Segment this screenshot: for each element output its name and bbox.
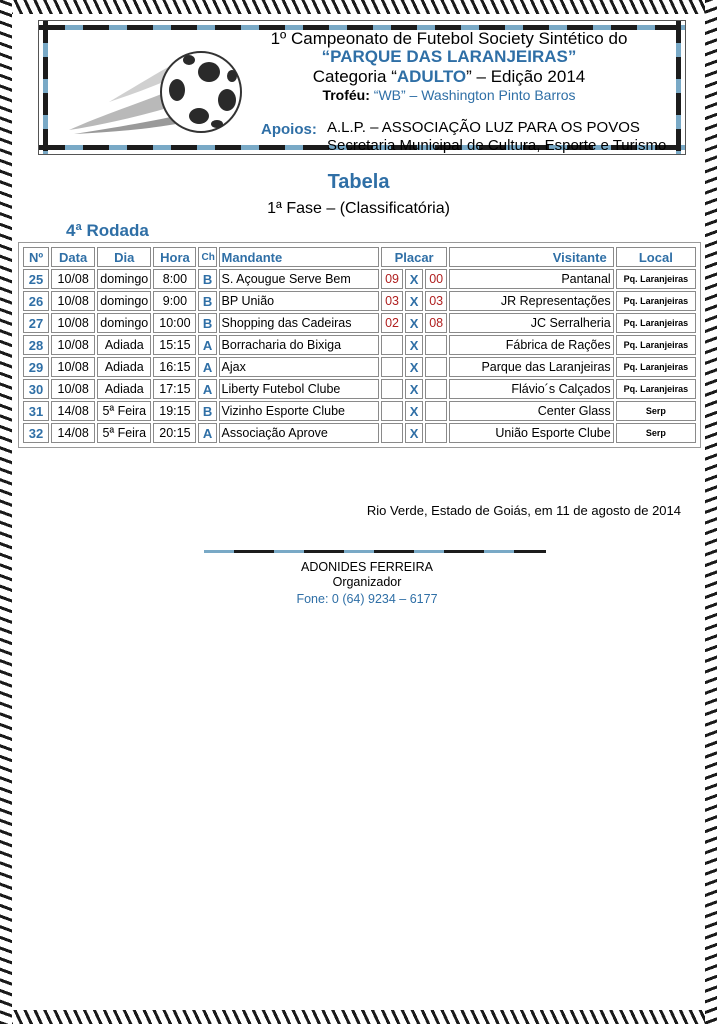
header-text (219, 29, 679, 103)
section-title: Tabela (327, 171, 390, 193)
cell-mandante: BP União (219, 291, 379, 311)
cell-dia: domingo (97, 291, 151, 311)
cell-gols-m (381, 379, 403, 399)
cell-data: 10/08 (51, 357, 95, 377)
table-row (23, 401, 696, 421)
table-row (23, 335, 696, 355)
table-row (23, 291, 696, 311)
cell-mandante: Associação Aprove (219, 423, 379, 443)
border-bottom (0, 1010, 717, 1024)
header-stripe-left (43, 21, 48, 154)
cell-num: 32 (23, 423, 49, 443)
table-row (23, 357, 696, 377)
organizer-role: Organizador (332, 575, 402, 589)
round-title: 4ª Rodada (66, 221, 149, 240)
table-row (23, 423, 696, 443)
cell-dia: Adiada (97, 335, 151, 355)
cell-mandante: Ajax (219, 357, 379, 377)
cell-gols-v (425, 379, 447, 399)
organizer-phone: Fone: 0 (64) 9234 – 6177 (296, 592, 438, 606)
cell-num: 26 (23, 291, 49, 311)
cell-num: 25 (23, 269, 49, 289)
cell-gols-v (425, 423, 447, 443)
cell-visitante: JC Serralheria (449, 313, 613, 333)
cell-dia: Adiada (97, 357, 151, 377)
category-prefix: Categoria “ (312, 67, 397, 86)
cell-dia: domingo (97, 313, 151, 333)
signature-line (204, 550, 546, 553)
category-line (219, 66, 679, 88)
cell-gols-m: 02 (381, 313, 403, 333)
cell-gols-v: 00 (425, 269, 447, 289)
table-header-row (23, 247, 696, 267)
cell-local: Pq. Laranjeiras (616, 379, 696, 399)
cell-local: Pq. Laranjeiras (616, 269, 696, 289)
cell-ch: B (198, 313, 216, 333)
cell-mandante: Vizinho Esporte Clube (219, 401, 379, 421)
cell-num: 31 (23, 401, 49, 421)
cell-ch: B (198, 401, 216, 421)
cell-ch: A (198, 379, 216, 399)
cell-x: X (405, 313, 423, 333)
cell-gols-v: 08 (425, 313, 447, 333)
cell-x: X (405, 269, 423, 289)
cell-visitante: Flávio´s Calçados (449, 379, 613, 399)
cell-x: X (405, 357, 423, 377)
col-header-local: Local (616, 247, 696, 267)
cell-data: 10/08 (51, 313, 95, 333)
border-top (0, 0, 717, 14)
cell-gols-v (425, 335, 447, 355)
border-left (0, 0, 12, 1024)
cell-hora: 9:00 (153, 291, 196, 311)
cell-gols-m (381, 357, 403, 377)
col-header-mandante: Mandante (219, 247, 379, 267)
border-right (705, 0, 717, 1024)
city-date: Rio Verde, Estado de Goiás, em 11 de agosto de 2014 (366, 503, 681, 518)
col-header-placar: Placar (381, 247, 447, 267)
cell-dia: domingo (97, 269, 151, 289)
cell-visitante: JR Representações (449, 291, 613, 311)
cell-ch: A (198, 423, 216, 443)
cell-gols-v: 03 (425, 291, 447, 311)
cell-visitante: Center Glass (449, 401, 613, 421)
cell-num: 30 (23, 379, 49, 399)
cell-hora: 15:15 (153, 335, 196, 355)
cell-gols-v (425, 401, 447, 421)
cell-local: Pq. Laranjeiras (616, 335, 696, 355)
cell-hora: 17:15 (153, 379, 196, 399)
category-value: ADULTO (396, 67, 467, 86)
trophy-value: “WB” – Washington Pinto Barros (373, 87, 576, 103)
cell-gols-m: 09 (381, 269, 403, 289)
cell-local: Serp (616, 423, 696, 443)
sponsors-label: Apoios: (261, 121, 317, 138)
cell-visitante: União Esporte Clube (449, 423, 613, 443)
cell-hora: 10:00 (153, 313, 196, 333)
cell-local: Serp (616, 401, 696, 421)
cell-mandante: Liberty Futebol Clube (219, 379, 379, 399)
cell-hora: 19:15 (153, 401, 196, 421)
phase-title: 1ª Fase – (Classificatória) (267, 200, 450, 217)
table-row (23, 269, 696, 289)
cell-hora: 8:00 (153, 269, 196, 289)
col-header-hora: Hora (153, 247, 196, 267)
cell-data: 10/08 (51, 379, 95, 399)
table-row (23, 313, 696, 333)
cell-data: 14/08 (51, 401, 95, 421)
cell-dia: Adiada (97, 379, 151, 399)
cell-gols-v (425, 357, 447, 377)
cell-data: 10/08 (51, 291, 95, 311)
cell-mandante: S. Açougue Serve Bem (219, 269, 379, 289)
cell-ch: B (198, 291, 216, 311)
cell-x: X (405, 423, 423, 443)
cell-hora: 20:15 (153, 423, 196, 443)
cell-local: Pq. Laranjeiras (616, 357, 696, 377)
trophy-line (219, 88, 679, 103)
cell-ch: A (198, 357, 216, 377)
fixtures-table-wrapper (18, 242, 701, 448)
cell-ch: B (198, 269, 216, 289)
cell-gols-m (381, 335, 403, 355)
cell-mandante: Shopping das Cadeiras (219, 313, 379, 333)
cell-visitante: Parque das Laranjeiras (449, 357, 613, 377)
sponsor-2: Secretaria Municipal de Cultura, Esporte e Turismo (327, 137, 667, 154)
fixtures-table (21, 245, 698, 445)
venue-title: “PARQUE DAS LARANJEIRAS” (321, 47, 577, 66)
cell-x: X (405, 379, 423, 399)
cell-mandante: Borracharia do Bixiga (219, 335, 379, 355)
table-row (23, 379, 696, 399)
cell-local: Pq. Laranjeiras (616, 291, 696, 311)
cell-num: 29 (23, 357, 49, 377)
cell-hora: 16:15 (153, 357, 196, 377)
cell-num: 28 (23, 335, 49, 355)
cell-gols-m (381, 401, 403, 421)
organizer-name: ADONIDES FERREIRA (301, 560, 433, 574)
cell-visitante: Fábrica de Rações (449, 335, 613, 355)
trophy-label: Troféu: (322, 87, 370, 103)
cell-gols-m: 03 (381, 291, 403, 311)
cell-data: 10/08 (51, 269, 95, 289)
soccer-ball-logo-icon (49, 32, 245, 145)
cell-x: X (405, 291, 423, 311)
cell-x: X (405, 335, 423, 355)
sponsor-1: A.L.P. – ASSOCIAÇÃO LUZ PARA OS POVOS (327, 119, 640, 136)
category-suffix: ” – Edição 2014 (466, 67, 586, 86)
cell-gols-m (381, 423, 403, 443)
cell-data: 14/08 (51, 423, 95, 443)
col-header-ch: Ch (198, 247, 216, 267)
col-header-num: Nº (23, 247, 49, 267)
col-header-dia: Dia (97, 247, 151, 267)
cell-data: 10/08 (51, 335, 95, 355)
sponsors-list (327, 119, 666, 155)
cell-dia: 5ª Feira (97, 423, 151, 443)
col-header-visitante: Visitante (449, 247, 613, 267)
cell-ch: A (198, 335, 216, 355)
cell-visitante: Pantanal (449, 269, 613, 289)
championship-title: 1º Campeonato de Futebol Society Sintético do (270, 29, 628, 48)
header-box (38, 20, 686, 155)
cell-dia: 5ª Feira (97, 401, 151, 421)
cell-num: 27 (23, 313, 49, 333)
col-header-data: Data (51, 247, 95, 267)
cell-local: Pq. Laranjeiras (616, 313, 696, 333)
cell-x: X (405, 401, 423, 421)
